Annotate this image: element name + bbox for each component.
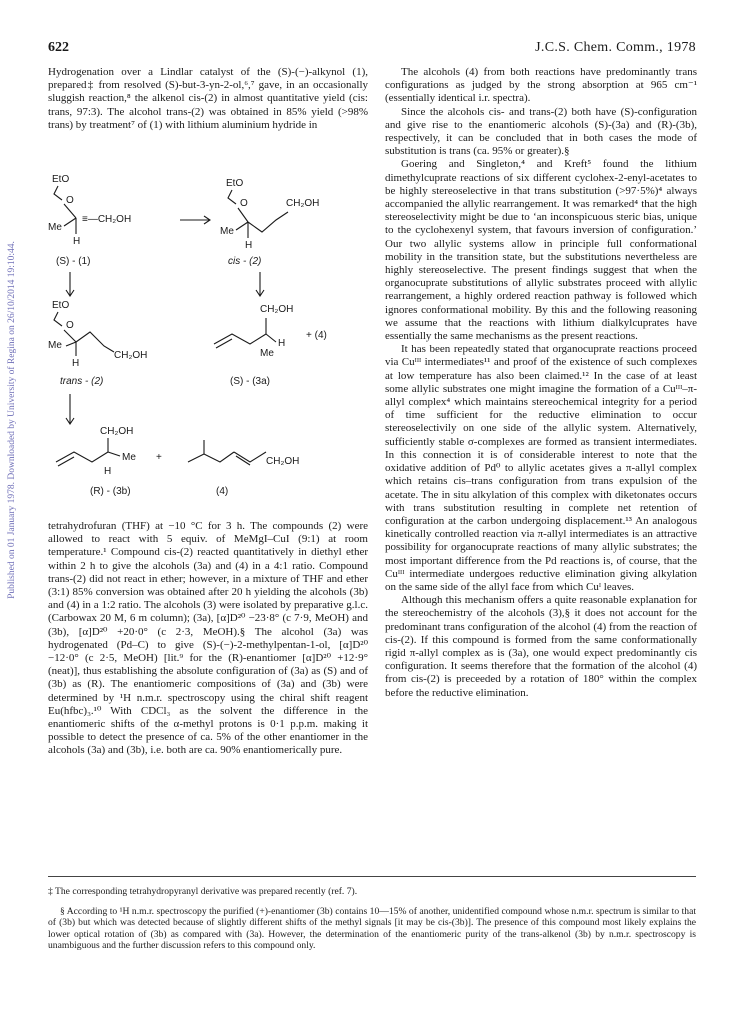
paragraph: Since the alcohols cis- and trans-(2) both have (S)-configuration and give rise to the enantiomeric alcohols (S)-(3a) and (R)-(3b), respectively, it can be concluded that in both cases the mode of substitution is trans (ca. 95% or greater).§ [385,105,697,158]
right-column [385,66,697,700]
ch2oh-label: CH₂OH [266,456,300,467]
h-label: H [104,466,112,477]
bond [216,339,232,348]
bond [108,452,120,456]
o-label: O [66,195,74,206]
me-label: Me [260,348,274,359]
bond [64,330,76,342]
bond [54,186,62,200]
paragraph: The alcohols (4) from both reactions have predominantly trans configurations as judged by the strong absorption at 965 cm⁻¹ (essentially identical i.r. spectra). [385,66,697,105]
paragraph: Although this mechanism offers a quite reasonable explanation for the stereochemistry of the alcohols (3),§ it does not account for the predominant trans configuration of the alcohol (4) from the reaction of cis-(2). If this compound is formed from the same conformationally rigid π-allyl complex as is (3a), one would expect predominantly cis configuration. It seems therefore that the formation of the alcohol (4) from cis-(2) is preceeded by a rotation of 180° within the complex before the reductive elimination. [385,594,697,699]
bond [54,312,62,326]
left-column-top [48,66,368,132]
ch2oh-label: CH₂OH [100,426,134,437]
compound-s3a-label: (S) - (3a) [230,376,270,387]
sidebar-text: Published on 01 January 1978. Downloaded by University of Regina on 26/10/2014 19:10:44. [7,241,17,599]
footnote-double-dagger: ‡ The corresponding tetrahydropyranyl derivative was prepared recently (ref. 7). [48,886,358,897]
plus-4-label: + (4) [306,330,327,341]
compound-4-label: (4) [216,486,229,497]
bond [228,190,236,204]
compound-s1-label: (S) - (1) [56,256,91,267]
bond [188,452,234,462]
ch2oh-label: CH₂OH [114,350,148,361]
footnote-divider [48,876,696,877]
compound-cis2-label: cis - (2) [228,256,262,267]
o-label: O [240,198,248,209]
me-label: Me [122,452,136,463]
h-label: H [245,240,253,251]
compound-trans2-label: trans - (2) [60,376,104,387]
eto-label: EtO [226,178,244,189]
alkyne-label: ≡—CH₂OH [82,214,132,225]
bond [214,334,266,344]
me-label: Me [48,340,62,351]
eto-label: EtO [52,174,70,185]
bond [56,452,108,462]
compound-r3b-label: (R) - (3b) [90,486,131,497]
paragraph: It has been repeatedly stated that organocuprate reactions proceed via Cuᴵᴵᴵ intermediates¹¹ and proof of the existence of such complexes at low temperature has also been claimed.¹² In the case of at least some allylic substrates one might imagine the formation of a Cuᴵᴵᴵ–π-allyl complex⁴ which maintains stereochemical integrity for a period of time sufficient for the reductive elimination to occur stereoselectivily on one side of the allylic system. Alternatively, sufficiently stable σ-complexes are formed as transient intermediates. In this connection it is of considerable interest to note that the oxidative addition of Pd⁰ to allylic acetates gives a π-allyl complex which retains cis–trans configuration from trans expulsion of the acetate. The in situ alkylation of this complex with diketonates occurs with trans substitution resulting in complete net retention of configuration at the carbon undergoing displacement.¹³ An analogous kinetically controlled reaction via π-allyl intermediates is an attractive possibility for organocuprate reactions of many allylic substrates; the most important difference from the Pd reactions is, of course, that the Cuᴵᴵᴵ intermediate undergoes reductive elimination giving alkylation on the same side of the allyl face from which Cuᴵ leaves. [385,343,697,593]
bond [238,208,248,222]
footnote-section: § According to ¹H n.m.r. spectroscopy the purified (+)-enantiomer (3b) contains 10—15% of another, unidentified compound whose n.m.r. spectrum is similar to that of (3b) but which was detected because of slightly different shifts of the methyl signals [it may be cis-(3b)]. The presence of this compound most likely explains the lower optical rotation of (3b) as compared with (3a). However, the determination of the enantiomeric purity of the trans-alkenol (3b) by n.m.r. spectroscopy is unambiguous and the further discussion refers to this compound only. [48,906,696,952]
paragraph: tetrahydrofuran (THF) at −10 °C for 3 h. The compounds (2) were allowed to react with 5 equiv. of MeMgI–CuI (9:1) at room temperature.¹ Compound cis-(2) reacted quantitatively in diethyl ether within 2 h to give the alcohols (3a) and (4) in a 4:1 ratio. Compound trans-(2) did not react in ether; however, in a mixture of THF and ether (3:1) 85% conversion was obtained after 20 h yielding the alcohols (3b) and (4) in a 1:2 ratio. The alcohols (3) were isolated by preparative g.l.c. (Carbowax 20 M, 6 m column); (3a), [α]D²⁰ −23·8° (c 7·9, MeOH) and (3b), [α]D²⁰ +20·0° (c 2·3, MeOH).§ The alcohol (3a) was hydrogenated (Pd–C) to give (S)-(−)-2-methylpentan-1-ol, [α]D²⁰ −12·0° (c 2·5, MeOH) [lit.⁹ for the (R)-enantiomer [α]D²⁰ +12·9° (neat)], thus establishing the absolute configuration of (3a) as (S) and of (3b) as (R). The enantiomeric compositions of (3a) and (3b) were determined by ¹H n.m.r. spectroscopy using the chiral shift reagent Eu(hfbc)₃.¹⁰ With CDCl₃ as the solvent the difference in the enantiomeric shifts of the α-methyl protons is 0·1 p.p.m. making it possible to detect the presence of ca. 5% of the other enantiomer in the alcohols (3a) and (3b), i.e. both are ca. 90% enantiomerically pure. [48,520,368,757]
h-label: H [72,358,80,369]
bond [266,334,276,342]
bond [64,204,76,218]
o-label: O [66,320,74,331]
page-number: 622 [48,40,69,55]
download-sidebar [2,150,22,690]
bond [66,342,76,346]
bond [236,222,248,230]
plus-label: + [156,452,162,463]
me-label: Me [48,222,62,233]
h-label: H [73,236,81,247]
left-column-bottom [48,520,368,758]
bond [76,332,114,352]
paragraph: Hydrogenation over a Lindlar catalyst of the (S)-(−)-alkynol (1), prepared‡ from resolved (S)-but-3-yn-2-ol,⁶,⁷ gave, in an occasionally sluggish reaction,⁸ the alkenol cis-(2) in almost quantitative yield (cis: trans, 97:3). The alcohol trans-(2) was obtained in 85% yield (>98% trans) by treatment⁷ of (1) with lithium aluminium hydride in [48,66,368,131]
bond [58,457,74,466]
eto-label: EtO [52,300,70,311]
paragraph: Goering and Singleton,⁴ and Kreft⁵ found the lithium dimethylcuprate reactions of six different cyclohex-2-enyl-acetates to be highly stereoselective in that trans substitution (>97·5%)⁴ always accompanied the allylic rearrangement. It was remarked⁴ that the high stereoselectivity might be due to ‘an inconspicuous steric bias, unique to the cyclohexenyl system, that favours inversion of configuration.’ Our two allylic systems allow in principle full conformational mobility in the transition state, but the substitutions nevertheless are highly stereoselective. The present findings suggest that when the organocuprate substitutions of allylic substrates proceed with allylic rearrangement, a highly ordered reaction pathway is followed which ignores conformational mobility. By this and the following reasoning we assume that the reactions with lithium dialkylcuprates have essentially the same mechanisms as the present reactions. [385,158,697,343]
ch2oh-label: CH₂OH [286,198,320,209]
bond [248,212,288,232]
me-label: Me [220,226,234,237]
reaction-scheme [48,172,368,512]
bond [234,452,266,462]
ch2oh-label: CH₂OH [260,304,294,315]
h-label: H [278,338,286,349]
journal-header: J.C.S. Chem. Comm., 1978 [535,40,696,55]
bond [64,218,76,226]
